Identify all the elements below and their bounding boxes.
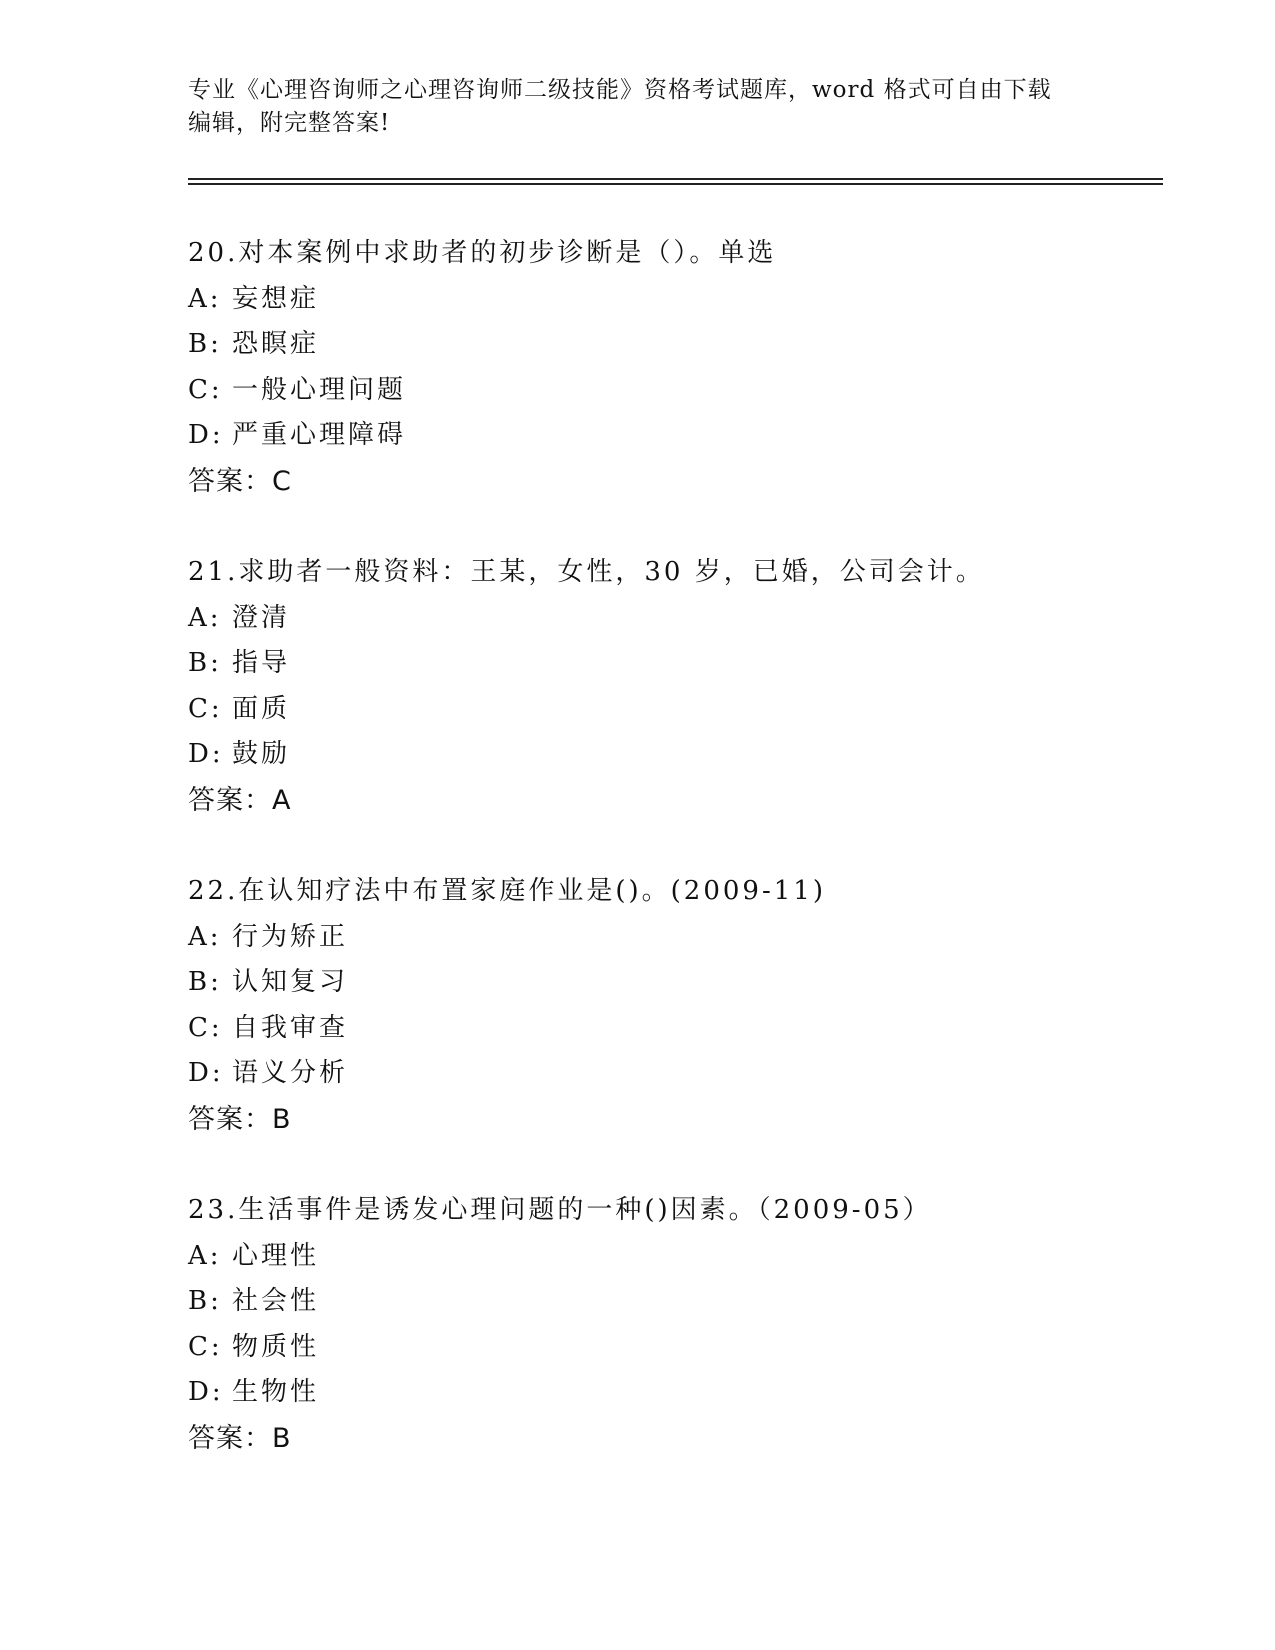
option-text: 心理性	[232, 1240, 320, 1271]
option-letter: A:	[188, 921, 222, 952]
question-21	[188, 550, 1188, 823]
question-stem: 23.生活事件是诱发心理问题的一种()因素。（2009-05）	[188, 1195, 932, 1225]
option-b	[188, 1279, 1188, 1325]
option-letter: A:	[188, 602, 222, 633]
option-d	[188, 732, 1188, 778]
option-c	[188, 687, 1188, 733]
question-stem: 21.求助者一般资料：王某，女性，30 岁，已婚，公司会计。	[188, 557, 985, 587]
option-letter: C:	[188, 693, 223, 724]
option-text: 指导	[232, 648, 291, 678]
option-letter: B:	[188, 967, 222, 997]
option-letter: D:	[188, 739, 224, 769]
option-letter: A:	[188, 1240, 222, 1271]
option-d	[188, 1051, 1188, 1097]
option-d	[188, 1370, 1188, 1416]
option-a	[188, 596, 1188, 642]
question-22	[188, 869, 1188, 1142]
option-c	[188, 368, 1188, 414]
option-text: 语义分析	[232, 1058, 349, 1088]
option-a	[188, 915, 1188, 961]
option-text: 社会性	[232, 1286, 320, 1316]
option-text: 物质性	[232, 1331, 320, 1362]
option-text: 澄清	[232, 602, 291, 633]
option-letter: D:	[188, 1377, 224, 1407]
option-letter: D:	[188, 420, 224, 450]
option-letter: D:	[188, 1058, 224, 1088]
option-letter: A:	[188, 283, 222, 314]
option-a	[188, 1234, 1188, 1280]
option-a	[188, 277, 1188, 323]
option-letter: B:	[188, 329, 222, 359]
option-letter: C:	[188, 1012, 223, 1043]
option-text: 面质	[232, 693, 291, 724]
answer-line: 答案：C	[188, 465, 292, 497]
option-letter: C:	[188, 374, 223, 405]
header-divider-top	[188, 178, 1163, 180]
option-text: 认知复习	[232, 967, 349, 997]
option-text: 妄想症	[232, 283, 320, 314]
question-stem: 20.对本案例中求助者的初步诊断是（）。单选	[188, 238, 777, 268]
question-20	[188, 231, 1188, 504]
option-letter: C:	[188, 1331, 223, 1362]
answer-line: 答案：B	[188, 1103, 292, 1135]
option-text: 一般心理问题	[232, 374, 407, 405]
option-b	[188, 960, 1188, 1006]
answer-line: 答案：A	[188, 784, 292, 816]
option-text: 生物性	[232, 1377, 320, 1407]
answer-line: 答案：B	[188, 1422, 292, 1454]
option-c	[188, 1325, 1188, 1371]
header-line-2: 编辑，附完整答案!	[188, 110, 391, 136]
option-text: 鼓励	[232, 739, 291, 769]
option-text: 恐瞑症	[232, 329, 320, 359]
option-letter: B:	[188, 1286, 222, 1316]
header-line-1: 专业《心理咨询师之心理咨询师二级技能》资格考试题库，word 格式可自由下载	[188, 77, 1052, 103]
option-b	[188, 322, 1188, 368]
option-text: 自我审查	[232, 1012, 349, 1043]
question-23	[188, 1188, 1188, 1461]
option-letter: B:	[188, 648, 222, 678]
option-text: 严重心理障碍	[232, 420, 407, 450]
option-d	[188, 413, 1188, 459]
option-b	[188, 641, 1188, 687]
document-header	[188, 74, 1068, 140]
option-text: 行为矫正	[232, 921, 349, 952]
question-stem: 22.在认知疗法中布置家庭作业是()。(2009-11)	[188, 876, 826, 906]
option-c	[188, 1006, 1188, 1052]
header-divider-bottom	[188, 183, 1163, 185]
